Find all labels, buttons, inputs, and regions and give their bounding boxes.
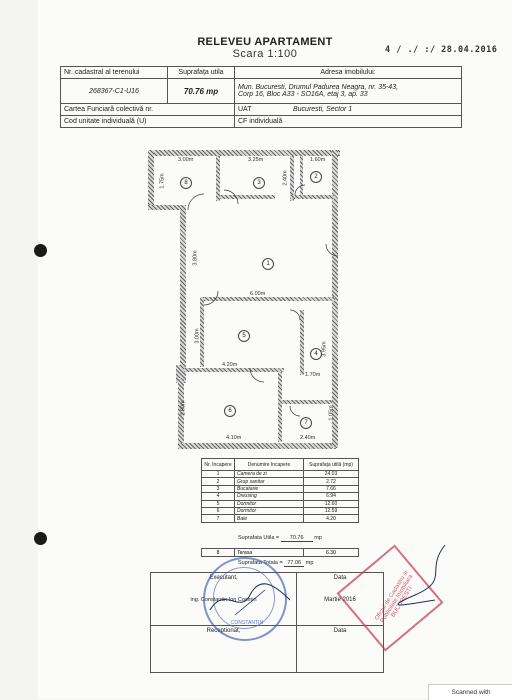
room-area: 4.20 <box>304 515 359 522</box>
date-stamp: 4 / ./ :/ 28.04.2016 <box>385 45 498 55</box>
room-nr: 1 <box>202 471 235 478</box>
uat-label: UAT <box>238 106 252 113</box>
table-row <box>202 478 359 485</box>
address-line-2: Corp 16, Bloc A33 - SO16A, etaj 3, ap. 33 <box>238 91 368 98</box>
table-row <box>202 485 359 492</box>
total-label: Suprafata Utila = <box>238 535 280 541</box>
dim-label: 2.40m <box>282 170 289 186</box>
room-name: Dormitor <box>235 500 304 507</box>
dim-label: 6.00m <box>250 291 266 297</box>
cf-individual-label: CF individuală <box>235 116 462 128</box>
address-line-1: Mun. Bucuresti, Drumul Padurea Neagra, nr. 35-43, <box>238 84 399 91</box>
uat-value: Bucuresti, Sector 1 <box>293 106 353 113</box>
date-value: Martie 2016 <box>324 597 356 603</box>
room-number: 8 <box>180 177 192 189</box>
terrace-name: Terasa <box>235 549 304 557</box>
round-stamp-text: CONSTANTIN <box>230 620 264 626</box>
room-area: 7.66 <box>304 485 359 492</box>
room-number: 5 <box>238 330 250 342</box>
room-nr: 7 <box>202 515 235 522</box>
table-row <box>202 493 359 500</box>
table-row <box>202 515 359 522</box>
cadastral-value: 268367-C1-U16 <box>61 79 168 104</box>
terrace-table <box>201 548 359 557</box>
room-name: Baie <box>235 515 304 522</box>
dim-label: 3.25m <box>248 157 264 163</box>
scanned-badge: Scanned with <box>428 684 512 700</box>
room-name: Camera de zi <box>235 471 304 478</box>
dim-label: 1.75m <box>159 173 166 189</box>
dim-label: 3.00m <box>178 157 194 163</box>
col-header: Denumire Incapere <box>235 459 304 471</box>
total-value: 70.76 <box>281 535 313 542</box>
useful-area-total <box>238 535 322 542</box>
table-row <box>202 471 359 478</box>
room-area: 12.60 <box>304 500 359 507</box>
signature <box>205 580 295 620</box>
binder-hole <box>34 532 47 545</box>
dim-label: 4.20m <box>222 362 238 368</box>
uat-cell <box>235 104 462 116</box>
room-nr: 5 <box>202 500 235 507</box>
stamp-signature <box>395 540 455 610</box>
dim-label: 1.05m <box>328 405 335 421</box>
room-number: 3 <box>253 177 265 189</box>
terrace-nr: 8 <box>202 549 235 557</box>
binder-hole <box>34 244 47 257</box>
rooms-table <box>201 458 359 523</box>
room-nr: 3 <box>202 485 235 492</box>
room-name: Grup sanitar <box>235 478 304 485</box>
room-number: 1 <box>262 258 274 270</box>
room-area: 12.59 <box>304 507 359 514</box>
dim-label: 3.95m <box>321 341 328 357</box>
cadastral-header: Nr. cadastral al terenului <box>61 67 168 79</box>
col-header: Nr. Incapere <box>202 459 235 471</box>
dim-label: 4.10m <box>226 435 242 441</box>
executant-label: Executant, <box>209 575 238 581</box>
room-number: 4 <box>310 348 322 360</box>
grand-value: 77.06 <box>284 560 304 567</box>
office-stamp-text: Oficiul de Cadastru si Publicitate Imobiliara BUCURESTI <box>374 570 415 625</box>
room-number: 7 <box>300 417 312 429</box>
date-label: Data <box>333 575 347 581</box>
date-label-2: Data <box>297 626 384 673</box>
room-number: 2 <box>310 171 322 183</box>
room-name: Dressing <box>235 493 304 500</box>
dim-label: 2.40m <box>300 435 316 441</box>
col-header: Suprafața utilă (mp) <box>304 459 359 471</box>
unit-label: Cod unitate individuală (U) <box>61 116 235 128</box>
room-number: 6 <box>224 405 236 417</box>
room-nr: 4 <box>202 493 235 500</box>
dim-label: 2.90m <box>180 400 187 416</box>
dim-label: 3.80m <box>192 250 199 266</box>
engineer-name: ing. Constantin Ion Cosmin <box>190 597 257 603</box>
receptionat-label: Receptionat, <box>151 626 297 673</box>
table-row <box>202 507 359 514</box>
dim-label: 3.00m <box>194 328 201 344</box>
dim-label: 1.70m <box>305 372 321 378</box>
room-nr: 6 <box>202 507 235 514</box>
room-area: 24.03 <box>304 471 359 478</box>
floor-plan <box>140 150 340 450</box>
room-nr: 2 <box>202 478 235 485</box>
door-swings <box>140 150 340 450</box>
grand-label: Suprafata Totala = <box>238 560 283 566</box>
info-table <box>60 66 462 128</box>
room-area: 6.94 <box>304 493 359 500</box>
room-area: 2.72 <box>304 478 359 485</box>
document-title: RELEVEU APARTAMENT <box>197 36 333 48</box>
address-header: Adresa imobilului: <box>235 67 462 79</box>
dim-label: 1.60m <box>310 157 326 163</box>
area-value: 70.76 mp <box>168 79 235 104</box>
room-name: Dormitor <box>235 507 304 514</box>
terrace-area: 6.30 <box>304 549 359 557</box>
table-row <box>202 500 359 507</box>
grand-unit: mp <box>305 560 314 566</box>
address-value <box>235 79 462 104</box>
cf-label: Cartea Funciară colectivă nr. <box>61 104 235 116</box>
area-header: Suprafața utila <box>168 67 235 79</box>
total-unit: mp <box>314 535 322 541</box>
document-scale: Scara 1:100 <box>232 48 298 60</box>
room-name: Bucatarie <box>235 485 304 492</box>
